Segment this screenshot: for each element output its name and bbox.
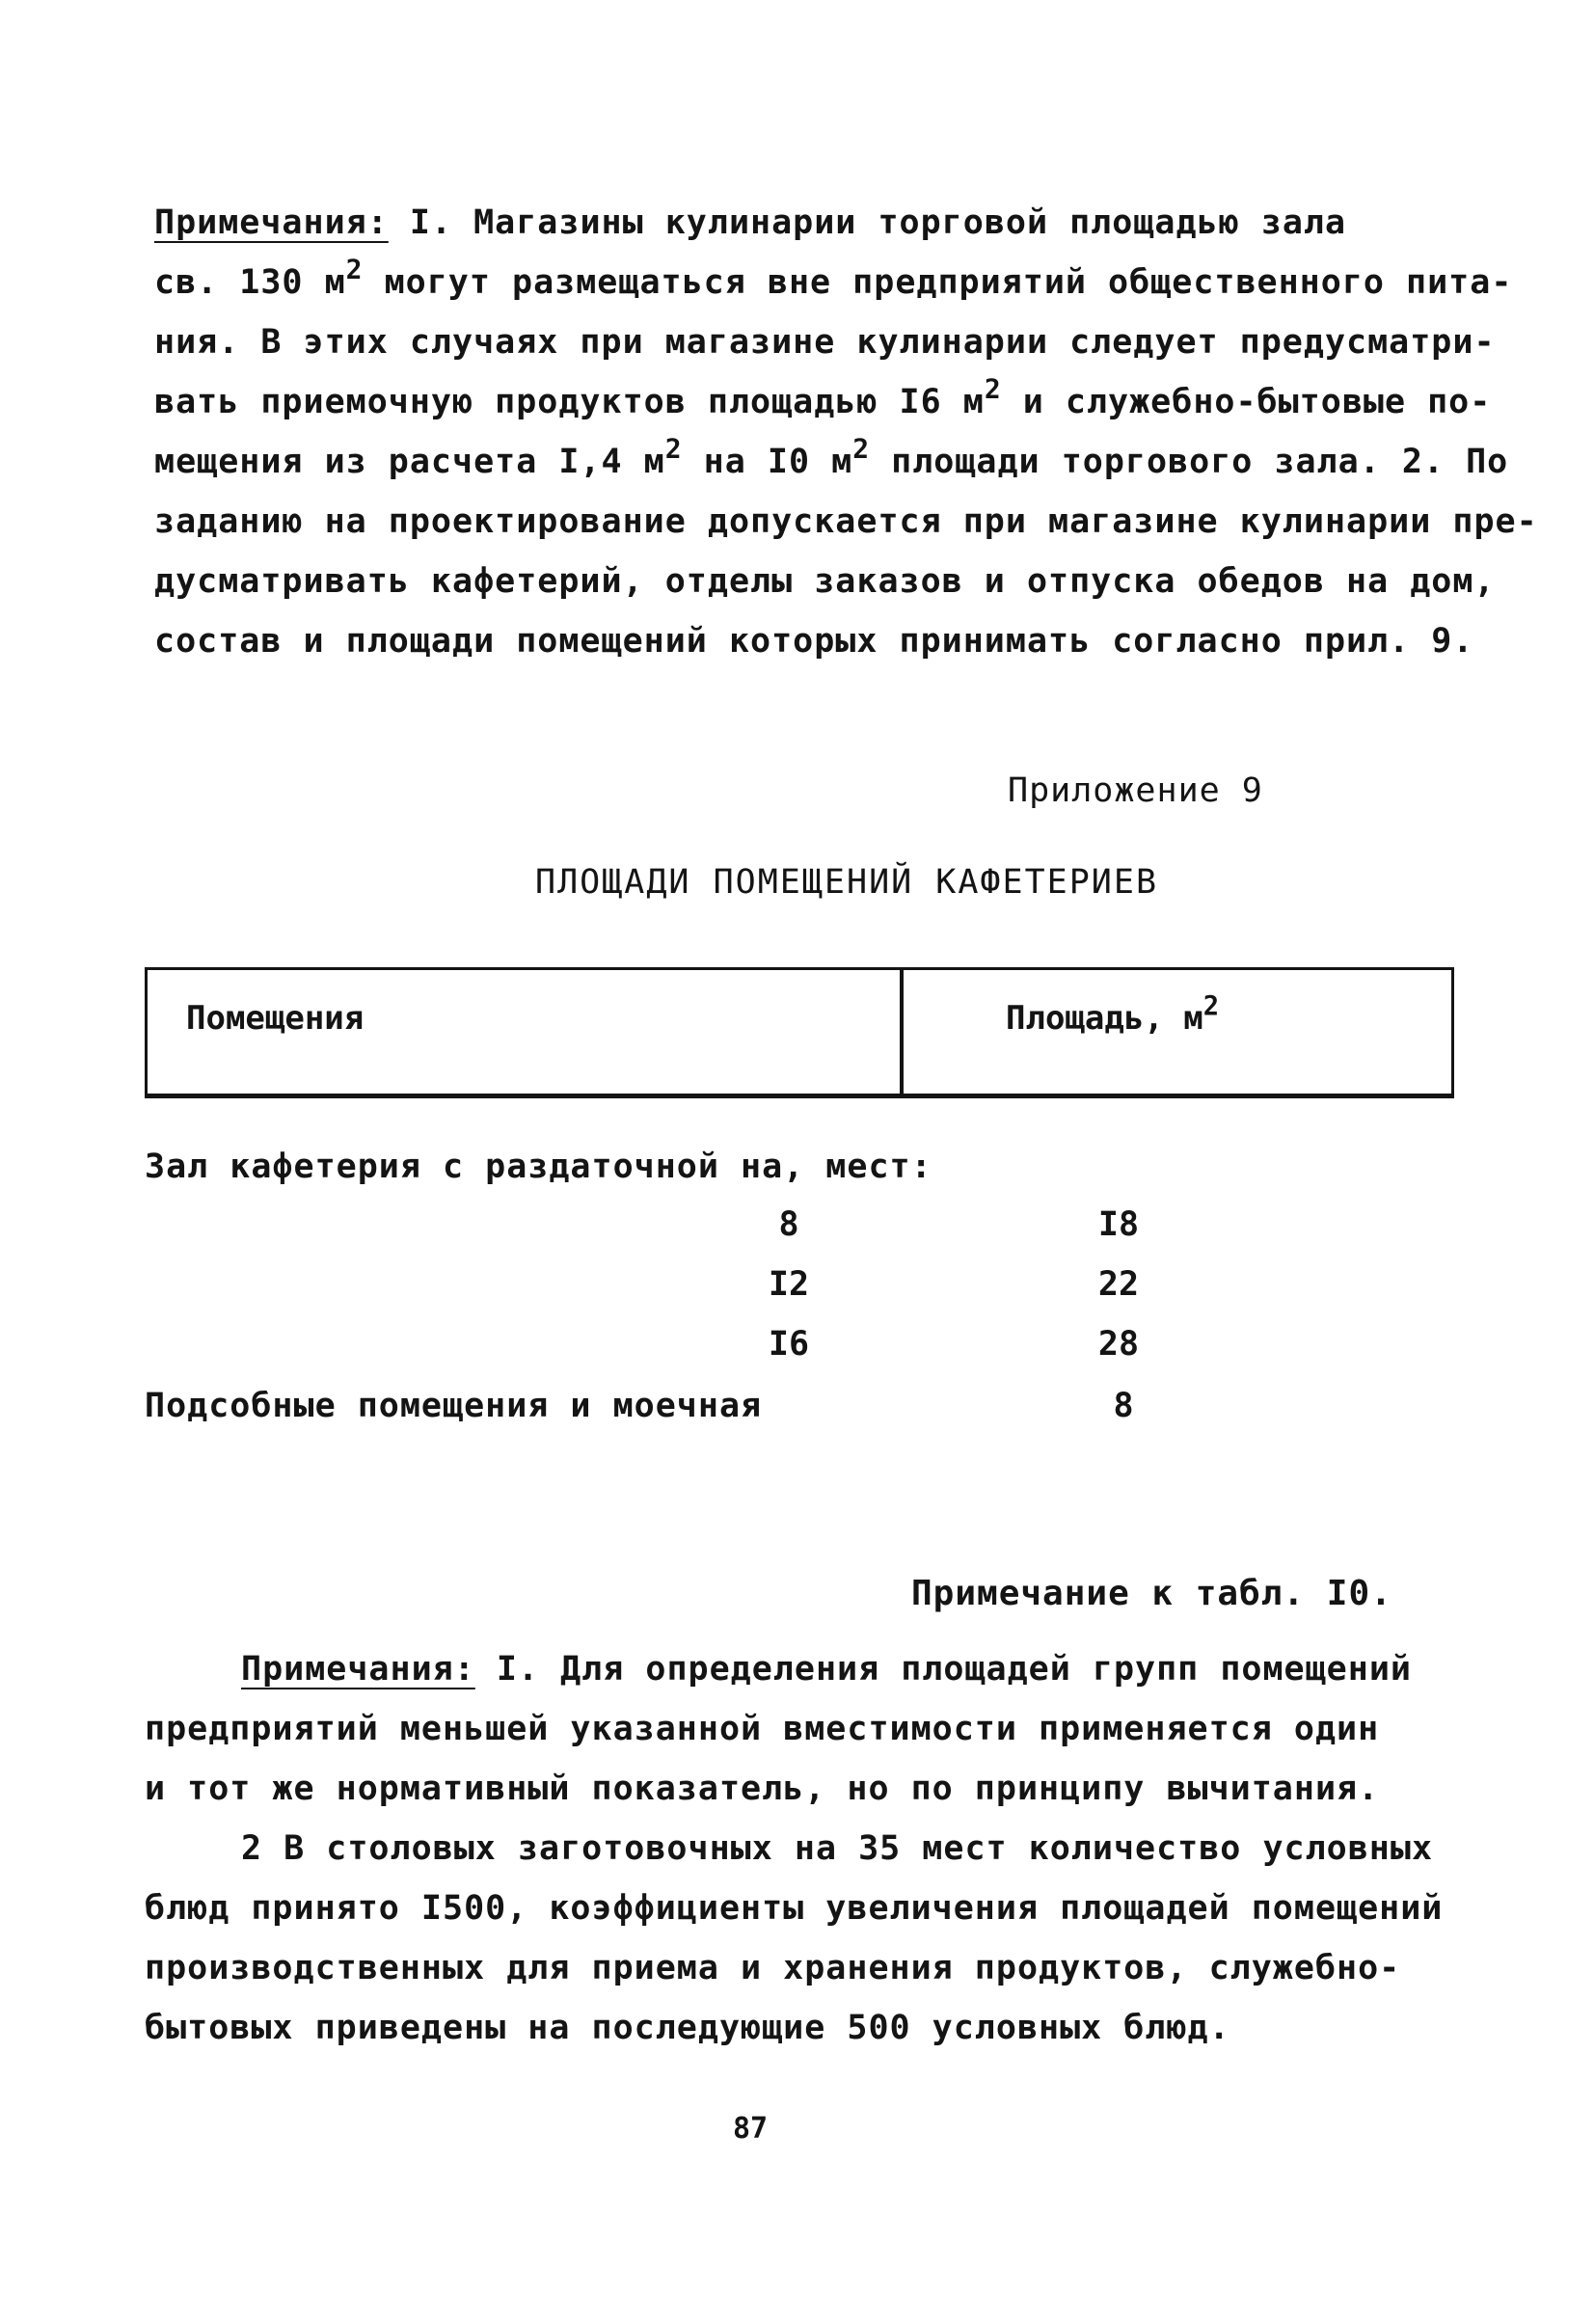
table-row-seats: 8	[778, 1205, 799, 1244]
notes-bottom-line-5: блюд принято I500, коэффициенты увеличения площадей помещений	[145, 1889, 1444, 1928]
notes-bottom-line-7: бытовых приведены на последующие 500 условных блюд.	[145, 2009, 1230, 2047]
notes-top-text-5b: на I0 м	[703, 443, 853, 481]
column-header-room: Помещения	[186, 999, 365, 1038]
notes-bottom-line-3: и тот же нормативный показатель, но по принципу вычитания.	[145, 1770, 1380, 1808]
table-title: ПЛОЩАДИ ПОМЕЩЕНИЙ КАФЕТЕРИЕВ	[535, 863, 1159, 902]
notes-top-text-2a: св. 130 м	[154, 263, 346, 302]
section-label: Зал кафетерия с раздаточной на, мест:	[145, 1148, 932, 1186]
column-header-area	[1006, 991, 1220, 1038]
aux-rooms-area: 8	[1113, 1387, 1134, 1425]
notes-top-text-3: ния. В этих случаях при магазине кулинарии следует предусматри-	[154, 323, 1496, 362]
notes-bottom-title: Примечание к табл. I0.	[911, 1574, 1392, 1613]
notes-bottom-text-1: I. Для определения площадей групп помещений	[496, 1650, 1412, 1689]
notes-top-line-4	[154, 372, 1492, 432]
notes-top-line-3	[154, 312, 1496, 372]
superscript-2: 2	[664, 432, 683, 465]
table-row-seats: I6	[768, 1325, 810, 1364]
notes-top-text-5a: мещения из расчета I,4 м	[154, 443, 665, 481]
table-row-area: I8	[1097, 1205, 1140, 1244]
notes-top-label: Примечания:	[154, 203, 389, 242]
notes-bottom-line-6: производственных для приема и хранения продуктов, служебно-	[145, 1949, 1401, 1987]
table-row-seats: I2	[768, 1265, 810, 1304]
notes-top-line-6	[154, 492, 1538, 552]
notes-top-text-1: I. Магазины кулинарии торговой площадью зала	[409, 203, 1347, 242]
notes-top-line-2	[154, 253, 1513, 312]
notes-top-line-5	[154, 432, 1509, 492]
notes-top-text-5c: площади торгового зала. 2. По	[891, 443, 1509, 481]
superscript-2: 2	[345, 253, 364, 285]
notes-top-text-2b: могут размещаться вне предприятий общественного пита-	[384, 263, 1513, 302]
superscript-2: 2	[1202, 991, 1220, 1022]
notes-bottom-line-2: предприятий меньшей указанной вместимости применяется один	[145, 1710, 1380, 1748]
notes-top-line-7	[154, 552, 1496, 611]
notes-bottom-line-4: 2 В столовых заготовочных на 35 мест количество условных	[241, 1829, 1434, 1868]
notes-top	[154, 193, 1538, 671]
notes-top-text-4b: и служебно-бытовые по-	[1022, 383, 1492, 421]
notes-top-line-1	[154, 193, 1418, 253]
notes-top-text-4a: вать приемочную продуктов площадью I6 м	[154, 383, 985, 421]
table-row-area: 22	[1097, 1265, 1140, 1304]
notes-bottom	[145, 1639, 1444, 2058]
aux-rooms-label: Подсобные помещения и моечная	[145, 1387, 763, 1425]
column-header-area-text: Площадь, м	[1006, 999, 1203, 1038]
notes-top-line-8	[154, 611, 1474, 671]
notes-top-text-6: заданию на проектирование допускается при магазине кулинарии пре-	[154, 502, 1538, 541]
notes-top-text-8: состав и площади помещений которых принимать согласно прил. 9.	[154, 622, 1474, 661]
superscript-2: 2	[984, 372, 1002, 405]
notes-bottom-label: Примечания:	[241, 1650, 475, 1689]
superscript-2: 2	[852, 432, 871, 465]
appendix-label: Приложение 9	[1008, 771, 1263, 810]
page-number: 87	[733, 2112, 769, 2146]
table-header	[145, 967, 1454, 1098]
column-divider	[900, 970, 904, 1094]
table-row-area: 28	[1097, 1325, 1140, 1364]
notes-bottom-line-1	[145, 1639, 1427, 1699]
notes-top-text-7: дусматривать кафетерий, отделы заказов и отпуска обедов на дом,	[154, 562, 1496, 601]
